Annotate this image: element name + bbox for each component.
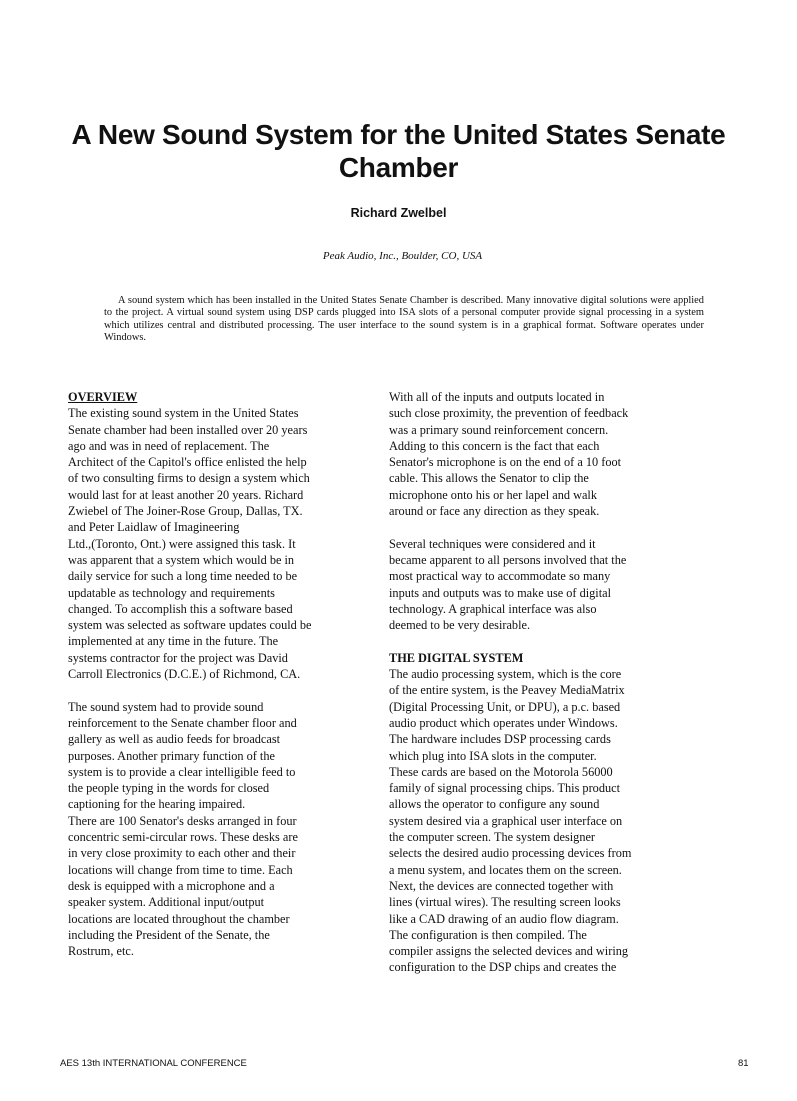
body-text-line: system desired via a graphical user interface on [389, 813, 623, 828]
paper-title-line-2: Chamber [338, 152, 459, 183]
body-text-line: Carroll Electronics (D.C.E.) of Richmond, CA. [68, 667, 301, 682]
section-heading: OVERVIEW [68, 390, 138, 404]
body-text-line: like a CAD drawing of an audio flow diagram. [389, 911, 619, 926]
body-text-line: family of signal processing chips. This product [389, 781, 620, 796]
abstract: A sound system which has been installed in the United States Senate Chamber is described. Many innovative digital solutions were applied to the project. A virtual sound system using DSP cards plugged into ISA slots of a personal computer provide signal processing in a system which utilizes central and distributed processing. The user interface to the sound system is in a graphical format. Software operates under Windows. [104, 295, 704, 343]
body-text-line: updatable as technology and requirements [68, 585, 275, 600]
author-affiliation: Peak Audio, Inc., Boulder, CO, USA [322, 250, 483, 262]
body-text-line: the computer screen. The system designer [389, 830, 596, 845]
body-text-line: Ltd.,(Toronto, Ont.) were assigned this task. It [68, 536, 296, 551]
body-text-line: locations will change from time to time. Each [68, 862, 293, 877]
body-text-line: systems contractor for the project was David [68, 650, 288, 665]
body-text-line: captioning for the hearing impaired. [68, 797, 246, 812]
body-text-line: concentric semi-circular rows. These desks are [68, 830, 298, 845]
body-text-line: allows the operator to configure any sound [389, 797, 600, 812]
body-text-line: around or face any direction as they speak. [389, 504, 600, 519]
body-text-line: Architect of the Capitol's office enlisted the help [68, 455, 307, 470]
body-text-line: (Digital Processing Unit, or DPU), a p.c. based [389, 699, 621, 714]
body-text-line: including the President of the Senate, the [68, 927, 270, 942]
body-text-line: was a primary sound reinforcement concern. [389, 422, 609, 437]
body-text-line: The audio processing system, which is the core [389, 667, 622, 682]
body-text-line: The hardware includes DSP processing cards [389, 732, 611, 747]
body-text-line: deemed to be very desirable. [389, 618, 531, 633]
body-text-line: Senate chamber had been installed over 20 years [68, 422, 308, 437]
body-text-line: of two consulting firms to design a system which [68, 471, 310, 486]
body-text-line: in very close proximity to each other and their [68, 846, 296, 861]
body-text-line: technology. A graphical interface was also [389, 601, 597, 616]
body-text-line: desk is equipped with a microphone and a [68, 878, 275, 893]
body-text-line: microphone onto his or her lapel and walk [389, 487, 597, 502]
body-text-line: system is to provide a clear intelligible feed to [68, 764, 296, 779]
body-text-line: Several techniques were considered and it [389, 536, 596, 551]
section-heading: THE DIGITAL SYSTEM [389, 650, 524, 665]
body-text-line: and Peter Laidlaw of Imagineering [68, 520, 240, 535]
body-text-line: purposes. Another primary function of the [68, 748, 275, 763]
body-text-line: system was selected as software updates could be [68, 618, 312, 633]
body-text-line: selects the desired audio processing devices from [389, 846, 632, 861]
body-text-line: daily service for such a long time needed to be [68, 569, 298, 584]
body-text-line: a menu system, and locates them on the screen. [389, 862, 622, 877]
body-text-line: With all of the inputs and outputs located in [389, 390, 605, 404]
author-name: Richard Zwelbel [350, 206, 447, 220]
body-text-line: reinforcement to the Senate chamber floor and [68, 715, 297, 730]
page-number: 81 [738, 1058, 749, 1069]
body-text-line: These cards are based on the Motorola 56000 [389, 764, 613, 779]
body-text-line: gallery as well as audio feeds for broadcast [68, 732, 281, 747]
paragraph-gap [389, 519, 679, 535]
paragraph-gap [68, 682, 358, 698]
body-text-line: Adding to this concern is the fact that each [389, 438, 600, 453]
body-text-line: the people typing in the words for closed [68, 781, 270, 796]
body-text-line: became apparent to all persons involved that the [389, 552, 627, 567]
body-column-left [68, 389, 358, 959]
body-text-line: configuration to the DSP chips and creates the [389, 960, 617, 975]
body-text-line: speaker system. Additional input/output [68, 895, 265, 910]
body-text-line: was apparent that a system which would be in [68, 552, 295, 567]
body-text-line: Rostrum, etc. [68, 944, 134, 959]
body-text-line: Next, the devices are connected together with [389, 878, 614, 893]
body-text-line: implemented at any time in the future. The [68, 634, 279, 649]
body-text-line: inputs and outputs was to make use of digital [389, 585, 611, 600]
body-text-line: The sound system had to provide sound [68, 699, 264, 714]
footer-conference: AES 13th INTERNATIONAL CONFERENCE [60, 1058, 247, 1069]
body-text-line: which plug into ISA slots in the computer. [389, 748, 597, 763]
body-column-right [389, 389, 679, 976]
body-text-line: cable. This allows the Senator to clip the [389, 471, 589, 486]
body-text-line: of the entire system, is the Peavey MediaMatrix [389, 683, 625, 698]
body-text-line: There are 100 Senator's desks arranged in four [68, 813, 297, 828]
paper-title-line-1: A New Sound System for the United States Senate [71, 119, 726, 150]
body-text-line: The configuration is then compiled. The [389, 927, 587, 942]
body-text-line: Zwiebel of The Joiner-Rose Group, Dallas, TX. [68, 504, 303, 519]
body-text-line: compiler assigns the selected devices and wiring [389, 944, 629, 959]
body-text-line: locations are located throughout the chamber [68, 911, 290, 926]
body-text-line: The existing sound system in the United States [68, 406, 299, 421]
body-text-line: most practical way to accommodate so many [389, 569, 611, 584]
body-text-line: lines (virtual wires). The resulting screen looks [389, 895, 621, 910]
body-text-line: ago and was in need of replacement. The [68, 438, 270, 453]
body-text-line: would last for at least another 20 years. Richard [68, 487, 304, 502]
paragraph-gap [389, 633, 679, 649]
body-text-line: audio product which operates under Windows. [389, 715, 618, 730]
paper-title [40, 118, 757, 184]
body-text-line: Senator's microphone is on the end of a 10 foot [389, 455, 622, 470]
body-text-line: changed. To accomplish this a software based [68, 601, 293, 616]
body-text-line: such close proximity, the prevention of feedback [389, 406, 629, 421]
